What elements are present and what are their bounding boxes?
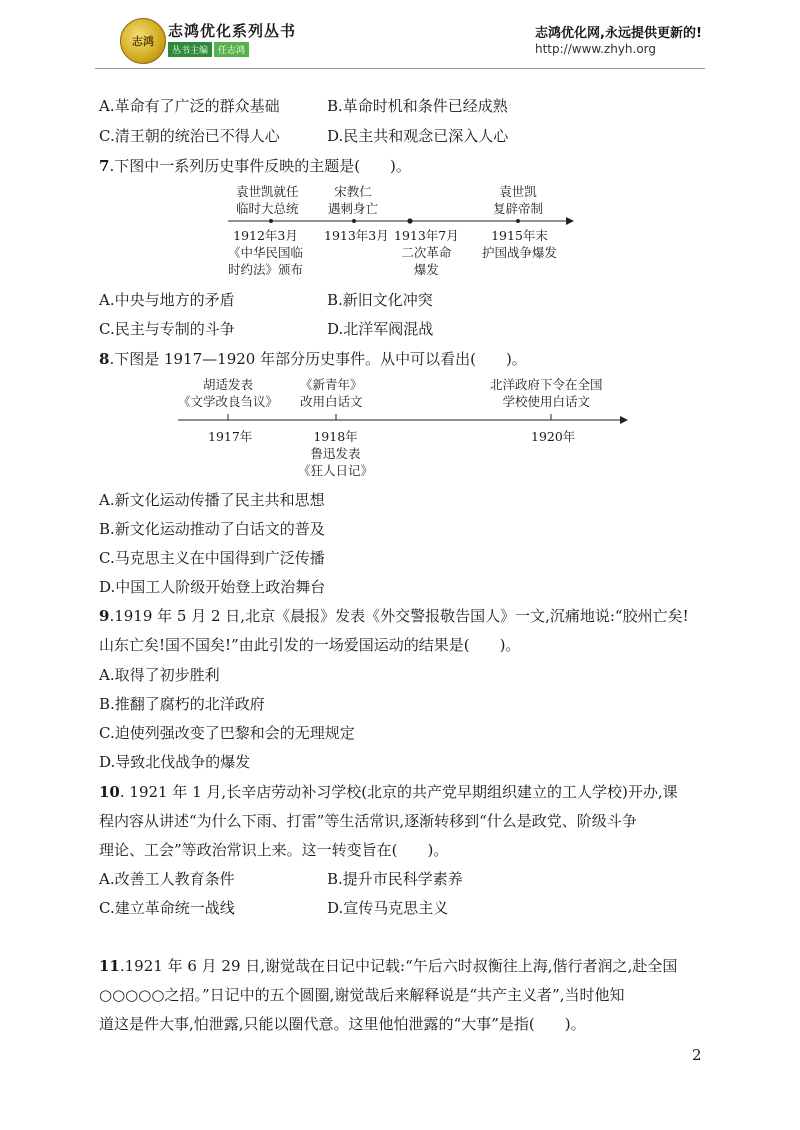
q8-number: 8	[99, 350, 110, 368]
q7-tick-1915	[516, 219, 520, 223]
q8-stem-text: .下图是 1917—1920 年部分历史事件。从中可以看出( )。	[109, 350, 527, 368]
q9-number: 9	[99, 607, 110, 625]
q11-line1-text: .1921 年 6 月 29 日,谢觉哉在日记中记载:“午后六时叔衡往上海,偕行者润之,赴全国	[119, 957, 678, 975]
q7-event-national-protection-war: 1915年末 护国战争爆发	[482, 228, 558, 260]
q7-timeline-arrow	[566, 217, 574, 225]
q7-event-monarchy: 袁世凯 复辟帝制	[493, 184, 544, 216]
q6-option-c: C.清王朝的统治已不得人心	[99, 127, 280, 145]
q9-option-b: B.推翻了腐朽的北洋政府	[99, 695, 265, 713]
q11-stem-line2: ○○○○○之招。”日记中的五个圆圈,谢觉哉后来解释说是“共产主义者”,当时他知	[99, 986, 625, 1004]
q7-event-second-revolution: 1913年7月 二次革命 爆发	[394, 228, 459, 277]
q10-option-c: C.建立革命统一战线	[99, 899, 235, 917]
q8-date-1917: 1917年	[208, 429, 253, 444]
site-url: http://www.zhyh.org	[535, 42, 657, 56]
q8-date-1920: 1920年	[531, 429, 576, 444]
q9-option-c: C.迫使列强改变了巴黎和会的无理规定	[99, 724, 355, 742]
q8-event-new-youth: 《新青年》 改用白话文	[300, 377, 363, 409]
q10-stem-line2: 程内容从讲述“为什么下雨、打雷”等生活常识,逐渐转移到“什么是政党、阶级斗争	[99, 812, 637, 830]
q8-option-d: D.中国工人阶级开始登上政治舞台	[99, 578, 326, 596]
q7-option-d: D.北洋军阀混战	[327, 320, 434, 338]
q8-event-hu-shi: 胡适发表 《文学改良刍议》	[178, 377, 279, 409]
q6-option-d: D.民主共和观念已深入人心	[327, 127, 509, 145]
q7-event-song-assassinated: 宋教仁 遇刺身亡	[328, 184, 379, 216]
q7-tick-1913-7	[407, 218, 412, 223]
q8-option-a: A.新文化运动传播了民主共和思想	[99, 491, 325, 509]
q7-option-b: B.新旧文化冲突	[327, 291, 433, 309]
q10-option-a: A.改善工人教育条件	[99, 870, 235, 888]
q8-timeline-arrow	[620, 416, 628, 424]
q9-option-a: A.取得了初步胜利	[99, 666, 220, 684]
q8-option-c: C.马克思主义在中国得到广泛传播	[99, 549, 325, 567]
q9-line1-text: .1919 年 5 月 2 日,北京《晨报》发表《外交警报敬告国人》一文,沉痛地说:“胶州亡矣!	[109, 607, 689, 625]
q7-option-c: C.民主与专制的斗争	[99, 320, 235, 338]
series-title: 志鸿优化系列丛书	[168, 22, 297, 40]
q7-option-a: A.中央与地方的矛盾	[99, 291, 235, 309]
q10-stem-line1	[99, 782, 678, 802]
q8-stem	[99, 349, 527, 369]
q8-option-b: B.新文化运动推动了白话文的普及	[99, 520, 325, 538]
q7-tick-1913-3	[352, 219, 356, 223]
q9-stem-line2: 山东亡矣!国不国矣!”由此引发的一场爱国运动的结果是( )。	[99, 636, 521, 654]
q8-event-beiyang-order: 北洋政府下令在全国 学校使用白话文	[490, 377, 603, 409]
q7-number: 7	[99, 157, 110, 175]
q11-number: 11	[99, 957, 120, 975]
q7-date-1913-3: 1913年3月	[324, 228, 389, 243]
page-number: 2	[692, 1046, 702, 1064]
q6-option-a: A.革命有了广泛的群众基础	[99, 97, 280, 115]
q7-stem-text: .下图中一系列历史事件反映的主题是( )。	[109, 157, 411, 175]
site-slogan: 志鸿优化网,永远提供更新的!	[535, 26, 702, 41]
q10-option-d: D.宣传马克思主义	[327, 899, 449, 917]
q10-number: 10	[99, 783, 120, 801]
q7-event-yuan-president: 袁世凯就任 临时大总统	[236, 184, 299, 216]
q8-event-lu-xun: 1918年 鲁迅发表 《狂人日记》	[298, 429, 374, 478]
q11-stem-line3: 道这是件大事,怕泄露,只能以圈代意。这里他怕泄露的“大事”是指( )。	[99, 1015, 586, 1033]
q10-option-b: B.提升市民科学素养	[327, 870, 463, 888]
q6-option-b: B.革命时机和条件已经成熟	[327, 97, 508, 115]
q11-stem-line1	[99, 956, 677, 976]
q7-tick-1912	[269, 219, 273, 223]
editor-label: 丛书主编	[168, 42, 212, 57]
q10-stem-line3: 理论、工会”等政治常识上来。这一转变旨在( )。	[99, 841, 449, 859]
q9-stem-line1	[99, 606, 689, 626]
editor-name: 任志鸿	[214, 42, 249, 57]
q7-event-provisional-constitution: 1912年3月 《中华民国临 时约法》颁布	[228, 228, 304, 277]
q10-line1-text: . 1921 年 1 月,长辛店劳动补习学校(北京的共产党早期组织建立的工人学校)开办,课	[119, 783, 678, 801]
q9-option-d: D.导致北伐战争的爆发	[99, 753, 251, 771]
logo-text: 志鸿	[132, 35, 154, 48]
